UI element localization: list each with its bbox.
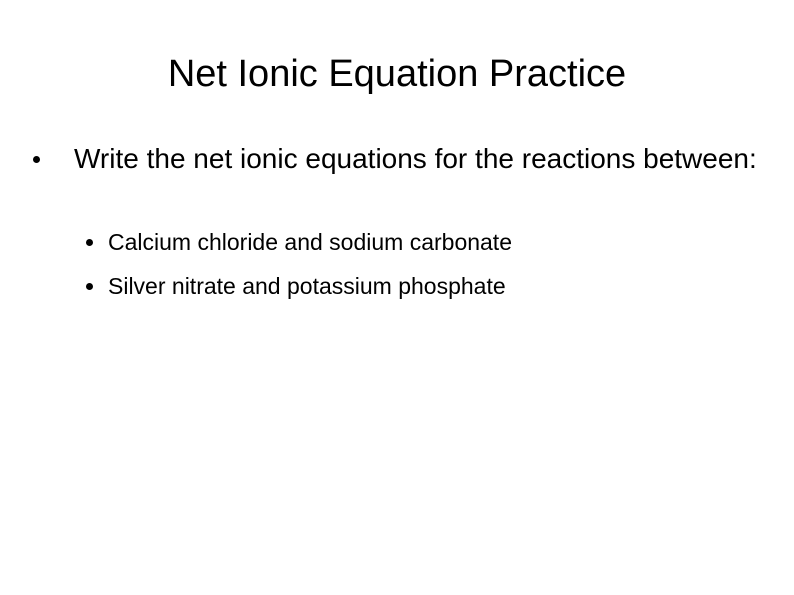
sub-bullet-dot-icon	[86, 283, 93, 290]
slide-title: Net Ionic Equation Practice	[167, 53, 627, 95]
sub-bullet-item: Calcium chloride and sodium carbonate	[108, 229, 512, 255]
sub-bullet-item: Silver nitrate and potassium phosphate	[108, 273, 506, 299]
sub-bullet-dot-icon	[86, 239, 93, 246]
bullet-item: Write the net ionic equations for the reactions between:	[74, 143, 757, 174]
bullet-dot-icon	[33, 156, 40, 163]
